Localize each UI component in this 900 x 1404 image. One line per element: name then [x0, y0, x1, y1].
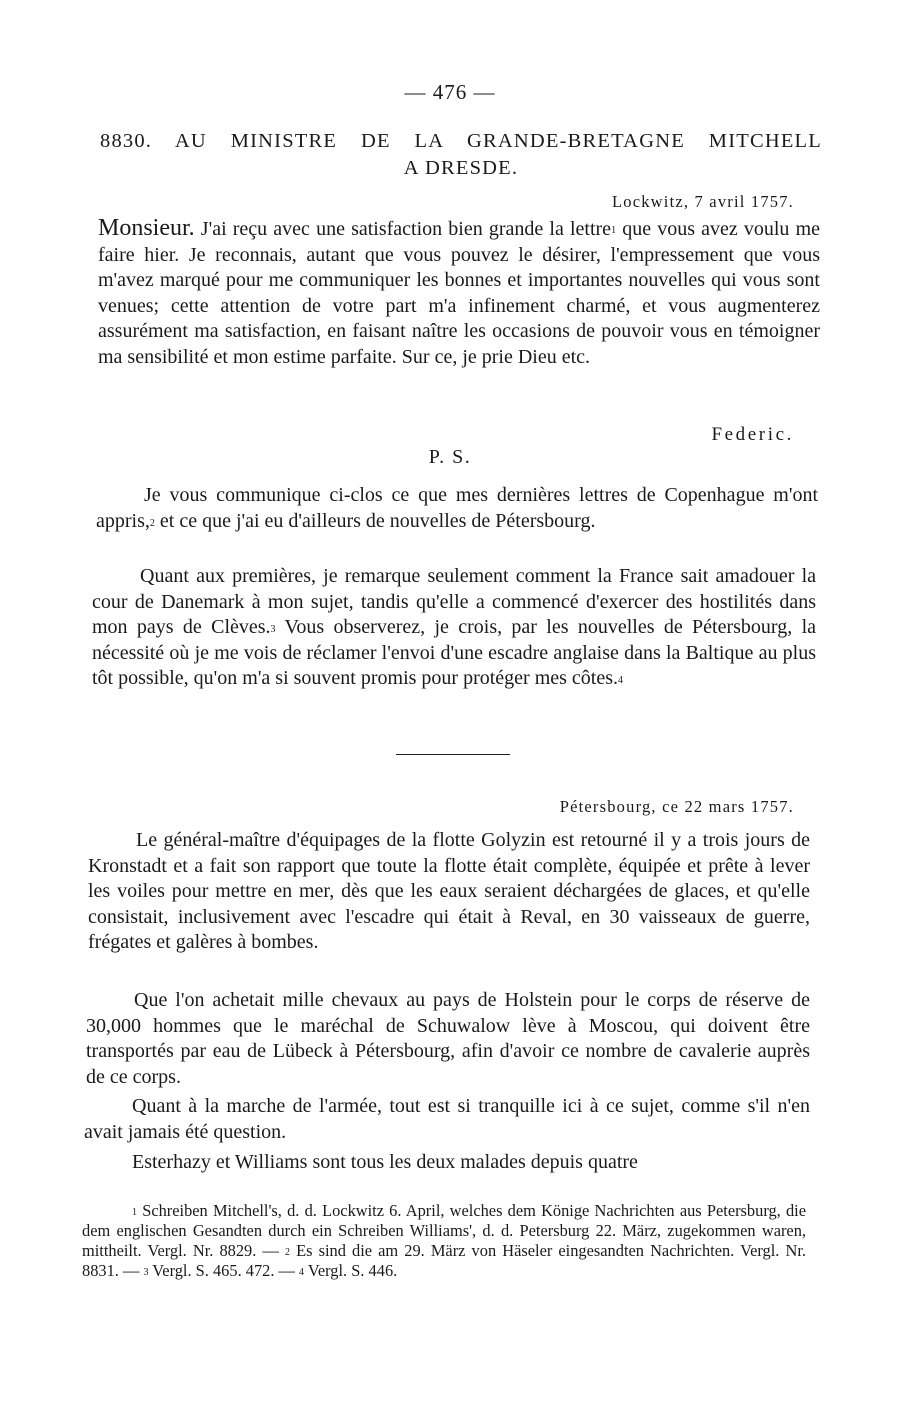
footnote-2-marker: 2: [284, 1247, 290, 1258]
footnote-1-text: Schreiben Mitchell's, d. d. Lockwitz 6. April, welches dem Könige Nachrichten aus Petersburg, die dem englischen Gesandten durch ein Schreiben Williams', d. d. Petersburg 22. März, zugekommen waren, mittheilt. Vergl. Nr. 8829. —: [82, 1201, 806, 1260]
letter-body: [98, 216, 820, 371]
footnote-block: [82, 1201, 806, 1281]
footnote-ref-2: 2: [149, 517, 155, 529]
letter-heading: [100, 128, 822, 182]
signature: Federic.: [711, 424, 794, 445]
footnote-2-text: Es sind die am 29. März von Häseler eingesandten Nachrichten. Vergl. Nr. 8831. —: [82, 1241, 806, 1280]
footnote-ref-4: 4: [618, 675, 624, 687]
letter-place-date: Lockwitz, 7 avril 1757.: [611, 192, 794, 211]
footnote-3-text: Vergl. S. 465. 472. —: [148, 1261, 300, 1280]
footnote-4-text: Vergl. S. 446.: [304, 1261, 398, 1280]
postscript-paragraph-2: [92, 564, 816, 692]
footnote-ref-3: 3: [270, 624, 276, 636]
enclosure-paragraph-4: Esterhazy et Williams sont tous les deux malades depuis quatre: [132, 1151, 638, 1173]
enclosure-place-date: Pétersbourg, ce 22 mars 1757.: [559, 797, 794, 816]
letter-body-text-cont: que vous avez voulu me faire hier. Je reconnais, autant que vous pouvez le désirer, l'empressement que vous m'avez marqué pour me communiquer les bonnes et importantes nouvelles qui vous sont venues; cette attention de votre part m'a infinement charmé, et vous augmenterez assurément ma satisfaction, en faisant naître les occasions de pouvoir vous en témoigner ma sensibilité et mon estime parfaite. Sur ce, je prie Dieu etc.: [98, 218, 821, 368]
section-divider: [396, 754, 510, 755]
postscript-text: et ce que j'ai eu d'ailleurs de nouvelles de Pétersbourg.: [154, 509, 596, 532]
postscript-text: Quant aux premières, je remarque seulement comment la France sait amadouer la cour de Danemark à mon sujet, tandis qu'elle a commencé d'exercer des hostilités dans mon pays de Clèves.: [92, 565, 816, 639]
enclosure-paragraph-3: Quant à la marche de l'armée, tout est si tranquille ici à ce sujet, comme s'il n'en avait jamais été question.: [84, 1095, 810, 1143]
enclosure-paragraph-2: Que l'on achetait mille chevaux au pays de Holstein pour le corps de réserve de 30,000 hommes que le maréchal de Schuwalow lève à Moscou, qui doivent être transportés par eau de Lübeck à Pétersbourg, afin d'avoir ce nombre de cavalerie auprès de ce corps.: [86, 989, 810, 1088]
enclosure-paragraph-1: Le général-maître d'équipages de la flotte Golyzin est retourné il y a trois jours de Kronstadt et a fait son rapport que toute la flotte était complète, équipée et prête à lever les voiles pour mettre en mer, dès que les eaux seraient déchargées de glaces, et qu'elle consistait, inclusivement avec l'escadre qui était à Reval, en 30 vaisseaux de guerre, frégates et galères à bombes.: [88, 829, 810, 954]
footnote-1-marker: 1: [132, 1207, 137, 1218]
heading-line-1: 8830. AU MINISTRE DE LA GRANDE-BRETAGNE MITCHELL: [100, 130, 822, 152]
footnote-4-marker: 4: [299, 1267, 305, 1278]
footnotes: [82, 1201, 806, 1281]
postscript-paragraph-1: [96, 483, 818, 534]
page-number: — 476 —: [404, 80, 496, 104]
footnote-ref-1: 1: [611, 225, 617, 236]
heading-line-2: A DRESDE.: [403, 157, 519, 179]
salutation: Monsieur.: [98, 215, 195, 241]
letter-body-text: J'ai reçu avec une satisfaction bien grande la lettre: [194, 218, 612, 240]
postscript-text: Je vous communique ci-clos ce que mes dernières lettres de Copenhague m'ont appris,: [96, 484, 818, 532]
footnote-3-marker: 3: [143, 1267, 149, 1278]
postscript-label: P. S.: [428, 446, 472, 468]
postscript-text: Vous observerez, je crois, par les nouvelles de Pétersbourg, la nécessité où je me vois de réclamer l'envoi d'une escadre anglaise dans la Baltique au plus tôt possible, qu'on m'a si souvent promis pour protéger mes côtes.: [92, 616, 816, 690]
